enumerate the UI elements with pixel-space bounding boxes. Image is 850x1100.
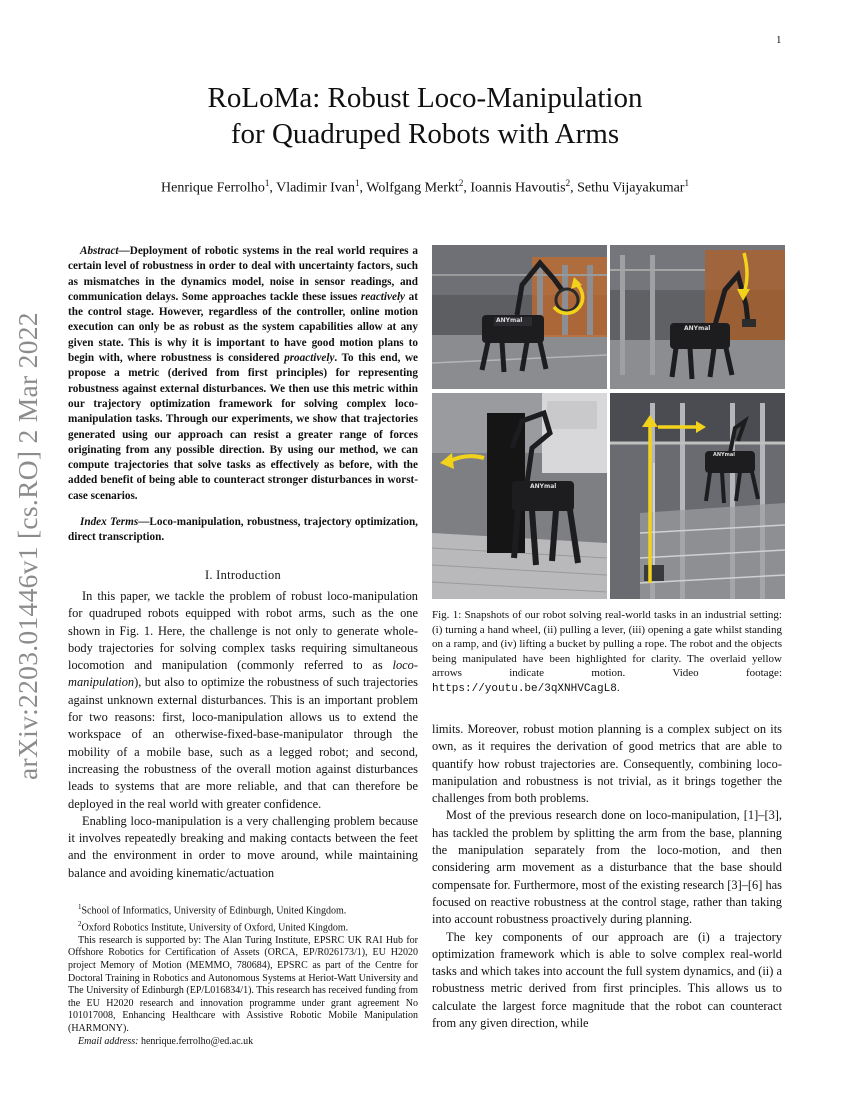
abstract-label: Abstract xyxy=(80,245,119,257)
robot-logo: ANYmal xyxy=(684,325,711,332)
footnote-affiliation-1 xyxy=(68,901,418,918)
title-line-2: for Quadruped Robots with Arms xyxy=(230,118,620,150)
footnotes xyxy=(68,901,418,1048)
body-paragraph: Most of the previous research done on loco-manipulation, [1]–[3], has tackled the problem by splitting the arm from the base, planning the manipulation separately from the loco-motion, and then considering arm movement as a disturbance that the base should compensate for. Furthermore, most of the existing research [3]–[6] has focused on reactive robustness at the control stage, rather than taking into account robustness proactively during planning. xyxy=(432,808,782,927)
figure-panel-hand-wheel xyxy=(432,245,607,389)
footnote-email xyxy=(68,1036,418,1049)
abstract-text-2: at the control stage. However, regardless of the controller, online motion execution can only be as robust as the system capabilities allow at any given state. This is why it is important to have good motion plans to begin with, where robustness is considered xyxy=(68,290,419,365)
index-terms xyxy=(68,515,418,546)
intro-paragraph-2: Enabling loco-manipulation is a very challenging problem because it involves repeatedly breaking and making contacts between the feet and the environment in order to move around, while maintaining balance and avoiding kinematic/actuation xyxy=(68,813,418,880)
robot-logo: ANYmal xyxy=(530,483,557,490)
robot-logo: ANYmal xyxy=(496,317,523,324)
robot-logo: ANYmal xyxy=(713,452,735,458)
author-affiliation: 1 xyxy=(355,178,360,188)
paper-title xyxy=(80,80,770,152)
author-name: Sethu Vijayakumar xyxy=(577,180,685,196)
body-paragraph: The key components of our approach are (i) a trajectory optimization framework which is able to solve complex real-world tasks and which takes into account the full system dynamics, and (ii) a robustness metric derived from first principles. This allows us to calculate the largest force magnitude that the robot can counteract from any given direction, while xyxy=(432,929,782,1031)
intro-text: In this paper, we tackle the problem of robust loco-manipulation for quadruped robots equipped with robot arms, such as the one shown in Fig. 1. Here, the challenge is not only to generate whole-body trajectories for solving complex tasks requiring simultaneous locomotion and manipulation (commonly referred to as xyxy=(68,589,418,673)
abstract-text-3: . To this end, we propose a metric (derived from first principles) for representing robustness against external disturbances. We then use this metric within our trajectory optimization framework for solving complex loco-manipulation tasks. Through our experiments, we show that trajectories generated using our approach can resist a greater range of forces originating from any possible direction. By using our method, we can compute trajectories that solve tasks as effectively as before, with the added benefit of being able to counteract stronger disturbances in worst-case scenarios. xyxy=(68,352,418,502)
author-list: Henrique Ferrolho$^1$, Vladimir Ivan$^1$, Wolfgang Merkt$^2$, Ioannis Havoutis$^2$, Sethu Vijayakumar$^1$ xyxy=(161,178,689,196)
author-name: Henrique Ferrolho xyxy=(161,180,265,196)
introduction-body xyxy=(68,588,418,882)
arxiv-identifier: arXiv:2203.01446v1 [cs.RO] 2 Mar 2022 xyxy=(12,312,43,780)
figure-panel-bucket xyxy=(610,393,785,599)
figure-1 xyxy=(432,245,785,601)
intro-emphasis: loco-manipulation xyxy=(68,658,418,690)
body-paragraph: limits. Moreover, robust motion planning is a complex subject on its own, as it requires the derivation of good metrics that are able to quantify how robust trajectories are. Consequently, combining loco-manipulation and robustness is not trivial, as it brings together the challenges from both problems. xyxy=(432,722,782,806)
abstract-emphasis-reactively: reactively xyxy=(360,290,406,303)
index-terms-dash: — xyxy=(138,516,150,528)
footnote-text: School of Informatics, University of Edinburgh, United Kingdom. xyxy=(81,905,347,917)
email-address: henrique.ferrolho@ed.ac.uk xyxy=(140,1035,254,1047)
index-terms-label: Index Terms xyxy=(80,516,139,528)
index-terms-text: Loco-manipulation, robustness, trajectory optimization, direct transcription. xyxy=(68,516,418,544)
section-heading-introduction: I. Introduction xyxy=(204,568,282,582)
abstract-emphasis-proactively: proactively xyxy=(284,352,335,365)
abstract-text-1: Deployment of robotic systems in the real world requires a certain level of robustness in order to deal with uncertainty factors, such as mismatches in the dynamics model, noise in sensor readings, and communication delays. Some approaches tackle these issues xyxy=(68,245,418,303)
video-link[interactable]: https://youtu.be/3qXNHVCagL8 xyxy=(432,682,617,695)
abstract xyxy=(68,244,418,504)
author-affiliation: 1 xyxy=(264,178,270,188)
email-label: Email address: xyxy=(78,1035,139,1047)
caption-text: Fig. 1: Snapshots of our robot solving real-world tasks in an industrial setting: (i) turning a hand wheel, (ii) pulling a lever, (iii) opening a gate whilst standing on a ramp, and (iv) lifting a bucket by pulling a rope. The robot and the objects being manipulated have been highlighted for clarity. The overlaid yellow arrows indicate motion. Video footage: xyxy=(432,609,782,680)
figure-panel-lever xyxy=(610,245,785,389)
abstract-dash: — xyxy=(118,245,130,257)
page-number: 1 xyxy=(776,34,782,46)
intro-paragraph-1 xyxy=(68,588,418,813)
author-affiliation: 1 xyxy=(684,178,689,188)
footnote-text: Oxford Robotics Institute, University of Oxford, United Kingdom. xyxy=(81,922,349,934)
footnote-marker: 1 xyxy=(78,903,82,911)
author-name: Vladimir Ivan xyxy=(276,180,355,196)
author-affiliation: 2 xyxy=(458,178,464,188)
figure-caption xyxy=(432,608,782,697)
author-affiliation: 2 xyxy=(565,178,571,188)
right-column-body xyxy=(432,721,782,1032)
author-name: Wolfgang Merkt xyxy=(366,180,459,196)
intro-text: ), but also to optimize the robustness of such trajectories against unknown external disturbances. This is an important problem for two reasons: first, loco-manipulation allows us to extend the workspace of an otherwise-fixed-base-manipulator through the mobility of a mobile base, such as a legged robot; and second, increasing the robustness of the overall motion against disturbances leads to systems that are more reliable, and that can therefore be deployed in the real world with greater confidence. xyxy=(68,675,418,811)
caption-end: . xyxy=(616,681,620,694)
author-name: Ioannis Havoutis xyxy=(470,180,566,196)
footnote-funding: This research is supported by: The Alan Turing Institute, EPSRC UK RAI Hub for Offshore Robotics for Certification of Assets (ORCA, EP/R026173/1), EU H2020 project Memory of Motion (MEMMO, 780684), EPSRC as part of the Centre for Doctoral Training in Robotics and Autonomous Systems at Heriot-Watt University and The University of Edinburgh (EP/L016834/1). This research has received funding from the EU H2020 research and innovation programme under grant agreement No 101017008, Enhancing Healthcare with Assistive Robotic Mobile Manipulation (HARMONY). xyxy=(68,934,418,1034)
footnote-marker: 2 xyxy=(78,919,82,928)
title-line-1: RoLoMa: Robust Loco-Manipulation xyxy=(207,82,643,114)
footnote-affiliation-2 xyxy=(68,918,418,935)
figure-panel-gate xyxy=(432,393,607,599)
